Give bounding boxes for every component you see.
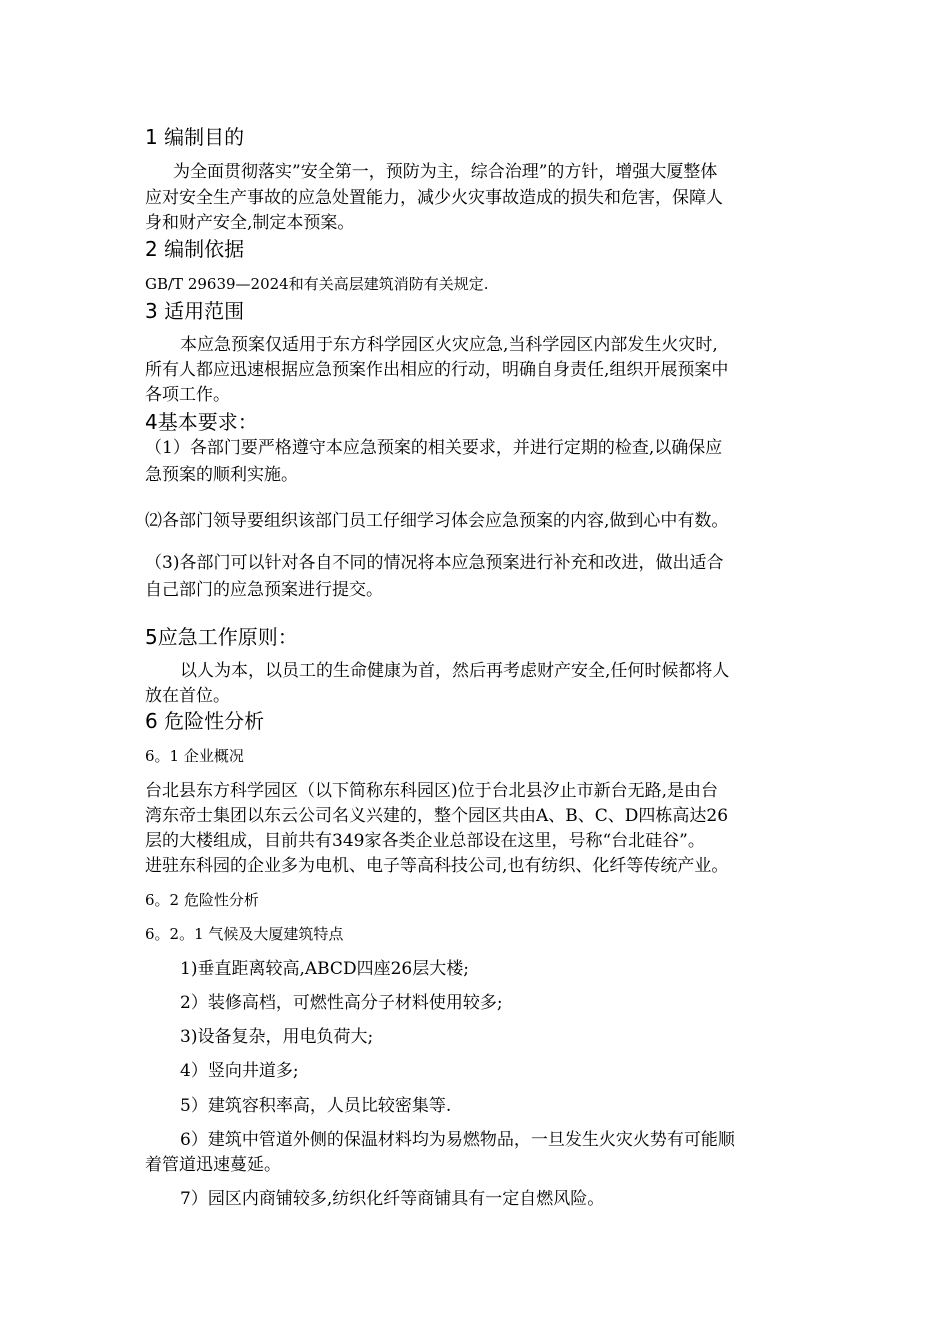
overview-line: 台北县东方科学园区（以下简称东科园区)位于台北县汐止市新台无路,是由台 bbox=[145, 781, 719, 801]
list-item: 4）竖向井道多; bbox=[180, 1061, 299, 1081]
section-1-line: 为全面贯彻落实”安全第一，预防为主，综合治理”的方针，增强大厦整体 bbox=[173, 162, 718, 182]
requirement-3-line: （3)各部门可以针对各自不同的情况将本应急预案进行补充和改进，做出适合 bbox=[145, 553, 724, 573]
list-item: 2）装修高档，可燃性高分子材料使用较多; bbox=[180, 993, 503, 1013]
section-2-heading: 2 编制依据 bbox=[145, 237, 245, 261]
requirement-2-line: ⑵各部门领导要组织该部门员工仔细学习体会应急预案的内容,做到心中有数。 bbox=[145, 511, 729, 531]
section-1-line: 身和财产安全,制定本预案。 bbox=[145, 213, 355, 233]
list-item-continuation: 着管道迅速蔓延。 bbox=[145, 1155, 281, 1175]
section-5-line: 放在首位。 bbox=[145, 686, 230, 706]
list-item: 6）建筑中管道外侧的保温材料均为易燃物品，一旦发生火灾火势有可能顺 bbox=[180, 1130, 735, 1150]
overview-line: 进驻东科园的企业多为电机、电子等高科技公司,也有纺织、化纤等传统产业。 bbox=[145, 856, 729, 876]
section-2-line: GB/T 29639—2024和有关高层建筑消防有关规定. bbox=[145, 275, 489, 293]
section-3-line: 各项工作。 bbox=[145, 385, 230, 405]
section-4-heading: 4基本要求： bbox=[145, 410, 258, 434]
section-1-line: 应对安全生产事故的应急处置能力，减少火灾事故造成的损失和危害，保障人 bbox=[145, 188, 723, 208]
list-item: 7）园区内商铺较多,纺织化纤等商铺具有一定自燃风险。 bbox=[180, 1189, 605, 1209]
requirement-1-line: 急预案的顺利实施。 bbox=[145, 465, 298, 485]
section-3-line: 本应急预案仅适用于东方科学园区火灾应急,当科学园区内部发生火灾时, bbox=[180, 335, 718, 355]
requirement-3-line: 自己部门的应急预案进行提交。 bbox=[145, 580, 383, 600]
section-6-heading: 6 危险性分析 bbox=[145, 709, 265, 733]
list-item: 1)垂直距离较高,ABCD四座26层大楼; bbox=[180, 959, 469, 979]
section-3-line: 所有人都应迅速根据应急预案作出相应的行动，明确自身责任,组织开展预案中 bbox=[145, 360, 729, 380]
list-item: 5）建筑容积率高，人员比较密集等. bbox=[180, 1096, 452, 1116]
subsection-6-2-heading: 6。2 危险性分析 bbox=[145, 891, 259, 909]
section-5-heading: 5应急工作原则： bbox=[145, 625, 298, 649]
section-1-heading: 1 编制目的 bbox=[145, 125, 245, 149]
requirement-1-line: （1）各部门要严格遵守本应急预案的相关要求，并进行定期的检查,以确保应 bbox=[145, 438, 723, 458]
section-3-heading: 3 适用范围 bbox=[145, 299, 245, 323]
list-item: 3)设备复杂，用电负荷大; bbox=[180, 1027, 374, 1047]
overview-line: 层的大楼组成，目前共有349家各类企业总部设在这里，号称“台北硅谷”。 bbox=[145, 831, 705, 851]
subsection-6-1-heading: 6。1 企业概况 bbox=[145, 747, 244, 765]
section-5-line: 以人为本，以员工的生命健康为首，然后再考虑财产安全,任何时候都将人 bbox=[180, 661, 730, 681]
overview-line: 湾东帝士集团以东云公司名义兴建的，整个园区共由A、B、C、D四栋高达26 bbox=[145, 806, 729, 826]
subsection-6-2-1-heading: 6。2。1 气候及大厦建筑特点 bbox=[145, 925, 344, 943]
